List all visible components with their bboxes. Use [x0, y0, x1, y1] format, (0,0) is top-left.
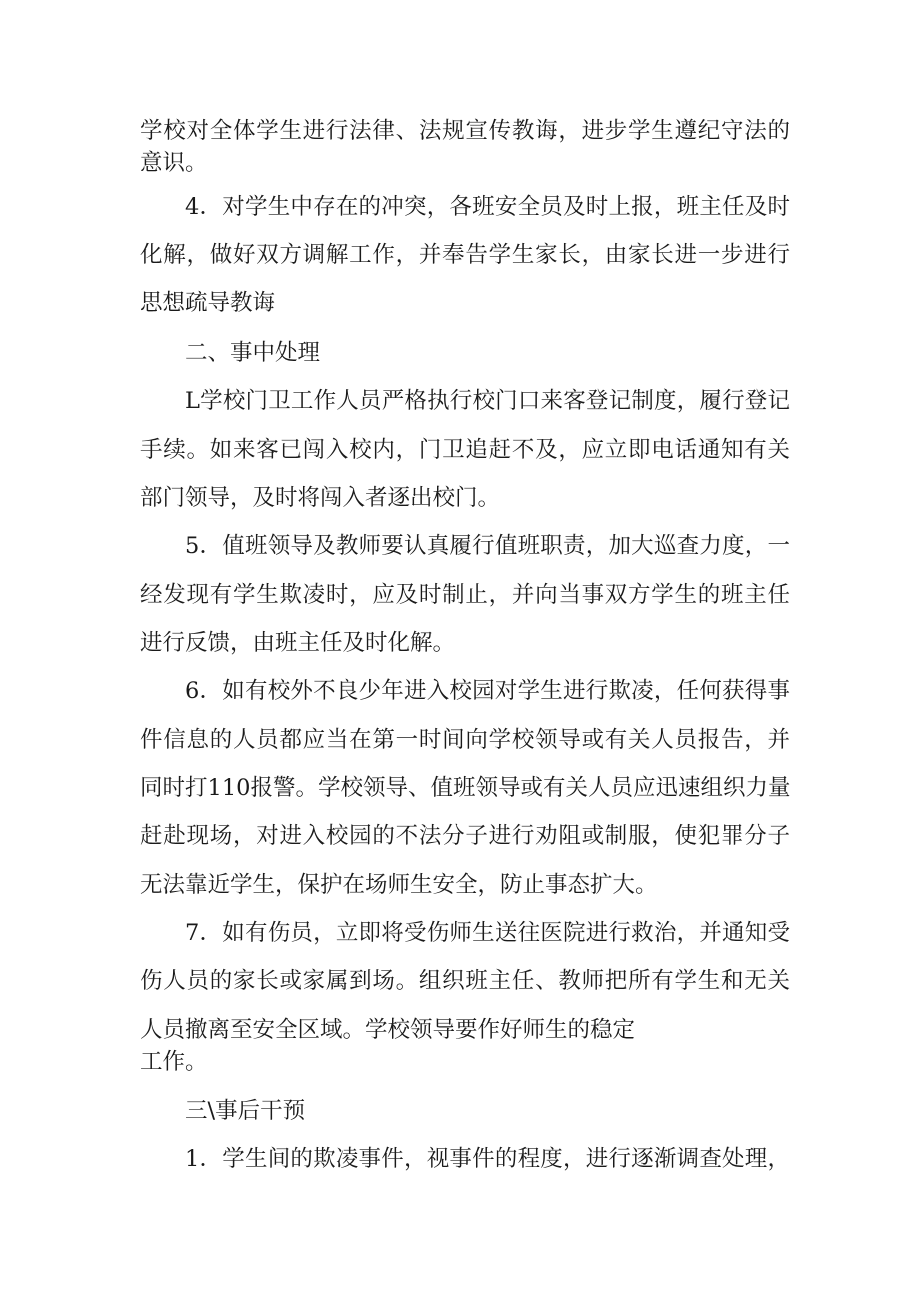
paragraph-line: 手续。如来客已闯入校内，门卫追赶不及，应立即电话通知有关 [140, 437, 790, 463]
section-heading: 三\事后干预 [185, 1098, 306, 1124]
paragraph-line: 工作。 [140, 1049, 208, 1075]
paragraph-line: 7．如有伤员，立即将受伤师生送往医院进行救治，并通知受 [185, 920, 790, 946]
paragraph-line: 部门领导，及时将闯入者逐出校门。 [140, 485, 501, 511]
paragraph-line: 伤人员的家长或家属到场。组织班主任、教师把所有学生和无关 [140, 968, 790, 994]
paragraph-line: 6．如有校外不良少年进入校园对学生进行欺凌，任何获得事 [185, 678, 790, 704]
paragraph-line: 同时打110报警。学校领导、值班领导或有关人员应迅速组织力量 [140, 775, 791, 801]
paragraph-line: 1．学生间的欺凌事件，视事件的程度，进行逐渐调查处理， [185, 1146, 790, 1172]
paragraph-line: 4．对学生中存在的冲突，各班安全员及时上报，班主任及时 [185, 194, 790, 220]
paragraph-line: 意识。 [140, 150, 208, 176]
paragraph-line: 5．值班领导及教师要认真履行值班职责，加大巡查力度，一 [185, 533, 790, 559]
paragraph-line: 赶赴现场，对进入校园的不法分子进行劝阻或制服，使犯罪分子 [140, 823, 790, 849]
paragraph-line: 学校对全体学生进行法律、法规宣传教诲，进步学生遵纪守法的 [140, 118, 790, 144]
paragraph-line: 化解，做好双方调解工作，并奉告学生家长，由家长进一步进行 [140, 242, 790, 268]
paragraph-line: 思想疏导教诲 [140, 290, 276, 316]
section-heading: 二、事中处理 [185, 340, 321, 366]
paragraph-line: 件信息的人员都应当在第一时间向学校领导或有关人员报告，并 [140, 727, 790, 753]
paragraph-line: 经发现有学生欺凌时，应及时制止，并向当事双方学生的班主任 [140, 582, 790, 608]
paragraph-line: 人员撤离至安全区域。学校领导要作好师生的稳定 [140, 1017, 636, 1043]
paragraph-line: 无法靠近学生，保护在场师生安全，防止事态扩大。 [140, 872, 658, 898]
paragraph-line: L学校门卫工作人员严格执行校门口来客登记制度，履行登记 [185, 388, 790, 414]
paragraph-line: 进行反馈，由班主任及时化解。 [140, 630, 456, 656]
